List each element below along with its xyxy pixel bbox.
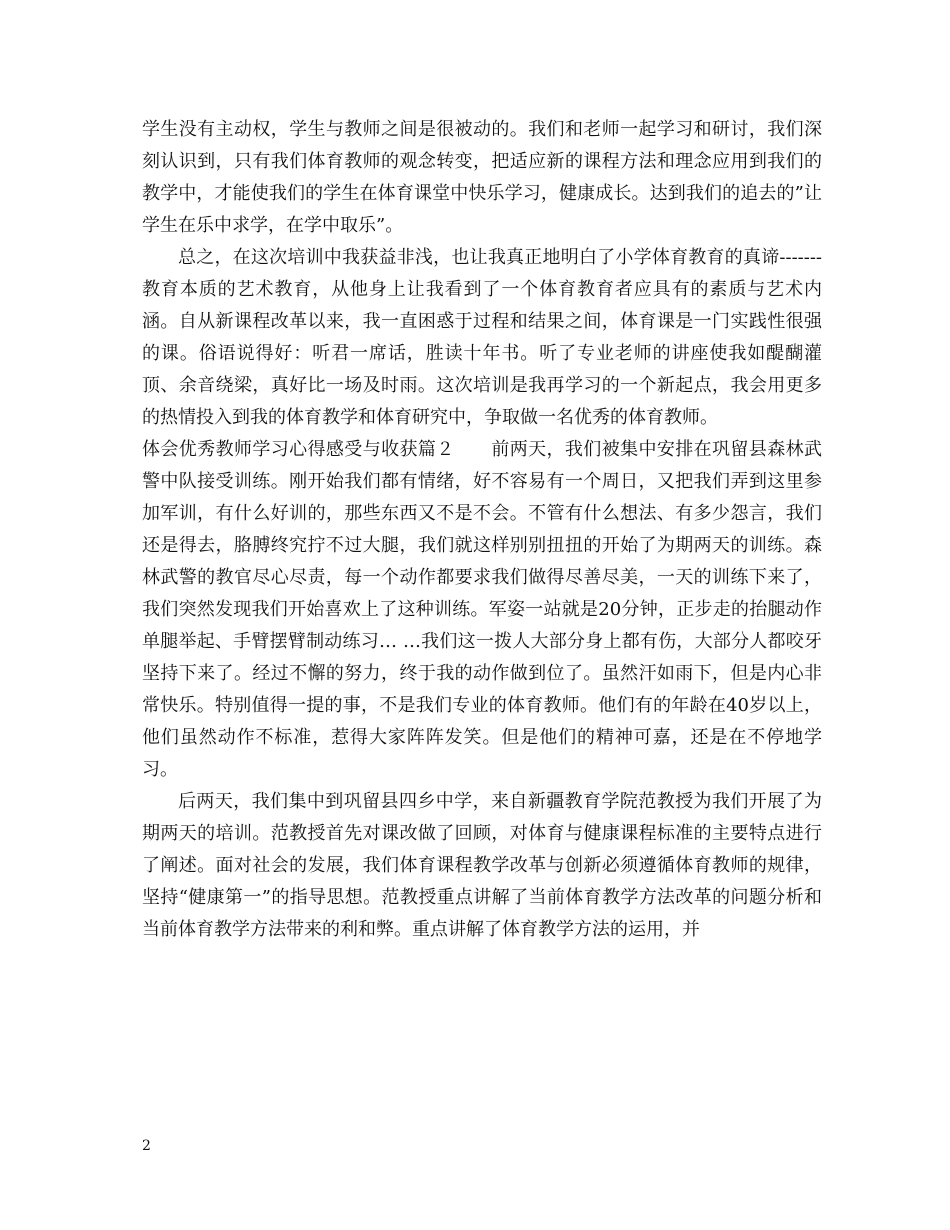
paragraph-2: 总之，在这次培训中我获益非浅，也让我真正地明白了小学体育教育的真谛-------教育本质的艺术教育，从他身上让我看到了一个体育教育者应具有的素质与艺术内涵。自从新课程改革以来，我一直困惑于过程和结果之间，体育课是一门实践性很强的课。俗语说得好：听君一席话，胜读十年书。听了专业老师的讲座使我如醍醐灌顶、余音绕梁，真好比一场及时雨。这次培训是我再学习的一个新起点，我会用更多的热情投入到我的体育教学和体育研究中，争取做一名优秀的体育教师。 bbox=[142, 247, 822, 428]
section-heading: 体会优秀教师学习心得感受与收获篇２ bbox=[142, 439, 455, 460]
paragraph-3 bbox=[142, 434, 822, 786]
paragraph-1: 学生没有主动权，学生与教师之间是很被动的。我们和老师一起学习和研讨，我们深刻认识到，只有我们体育教师的观念转变，把适应新的课程方法和理念应用到我们的教学中，才能使我们的学生在体育课堂中快乐学习，健康成长。达到我们的追去的”让学生在乐中求学，在学中取乐”。 bbox=[142, 119, 822, 236]
document-body bbox=[142, 114, 822, 946]
heading-gap bbox=[455, 439, 492, 460]
paragraph-3-text: 前两天，我们被集中安排在巩留县森林武警中队接受训练。刚开始我们都有情绪，好不容易有一个周日，又把我们弄到这里参加军训，有什么好训的，那些东西又不是不会。不管有什么想法、有多少怨言，我们还是得去，胳膊终究拧不过大腿，我们就这样别别扭扭的开始了为期两天的训练。森林武警的教官尽心尽责，每一个动作都要求我们做得尽善尽美，一天的训练下来了，我们突然发现我们开始喜欢上了这种训练。军姿一站就是20分钟，正步走的抬腿动作单腿举起、手臂摆臂制动练习… …我们这一拨人大部分身上都有伤，大部分人都咬牙坚持下来了。经过不懈的努力，终于我的动作做到位了。虽然汗如雨下，但是内心非常快乐。特别值得一提的事，不是我们专业的体育教师。他们有的年龄在40岁以上，他们虽然动作不标准，惹得大家阵阵发笑。但是他们的精神可嘉，还是在不停地学习。 bbox=[142, 439, 822, 780]
page-number: 2 bbox=[142, 1138, 151, 1154]
paragraph-4: 后两天，我们集中到巩留县四乡中学，来自新疆教育学院范教授为我们开展了为期两天的培训。范教授首先对课改做了回顾，对体育与健康课程标准的主要特点进行了阐述。面对社会的发展，我们体育课程教学改革与创新必须遵循体育教师的规律，坚持“健康第一”的指导思想。范教授重点讲解了当前体育教学方法改革的问题分析和当前体育教学方法带来的利和弊。重点讲解了体育教学方法的运用，并 bbox=[142, 791, 822, 940]
